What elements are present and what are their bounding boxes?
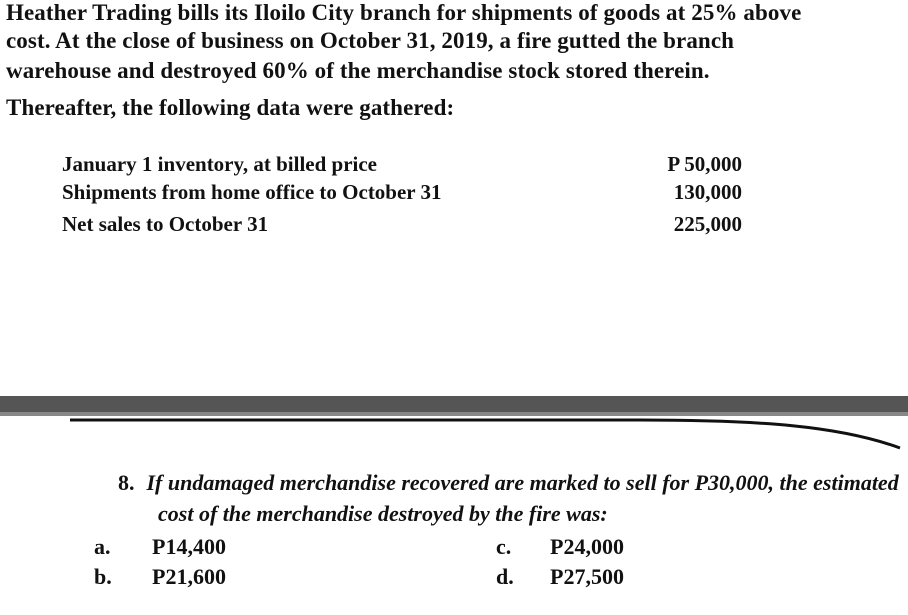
choice-letter-a: a. bbox=[94, 534, 111, 559]
question-line-2: cost of the merchandise destroyed by the fire was: bbox=[158, 501, 608, 526]
choice-letter-b: b. bbox=[94, 564, 112, 589]
choice-text-b: P21,600 bbox=[152, 564, 226, 589]
choice-text-a: P14,400 bbox=[152, 534, 226, 559]
question-line-1 bbox=[118, 470, 899, 496]
choice-letter-c: c. bbox=[496, 534, 512, 559]
question-text-1: If undamaged merchandise recovered are marked to sell for P30,000, the estimated bbox=[146, 470, 899, 495]
problem-line-4: Thereafter, the following data were gathered: bbox=[6, 95, 455, 120]
data-label-net-sales: Net sales to October 31 bbox=[62, 212, 269, 236]
choice-text-d: P27,500 bbox=[550, 564, 624, 589]
question-number: 8. bbox=[118, 470, 135, 495]
choice-letter-d: d. bbox=[496, 564, 514, 589]
problem-line-2: cost. At the close of business on October 31, 2019, a fire gutted the branch bbox=[6, 28, 735, 53]
data-label-inventory: January 1 inventory, at billed price bbox=[62, 152, 377, 176]
choice-text-c: P24,000 bbox=[550, 534, 624, 559]
data-value-shipments: 130,000 bbox=[673, 180, 742, 204]
page-edge-curve bbox=[0, 412, 908, 452]
data-value-inventory: P 50,000 bbox=[667, 152, 742, 176]
problem-line-1: Heather Trading bills its Iloilo City branch for shipments of goods at 25% above bbox=[6, 0, 802, 25]
problem-line-3: warehouse and destroyed 60% of the merchandise stock stored therein. bbox=[6, 58, 710, 83]
data-label-shipments: Shipments from home office to October 31 bbox=[62, 180, 442, 204]
data-value-net-sales: 225,000 bbox=[673, 212, 742, 236]
